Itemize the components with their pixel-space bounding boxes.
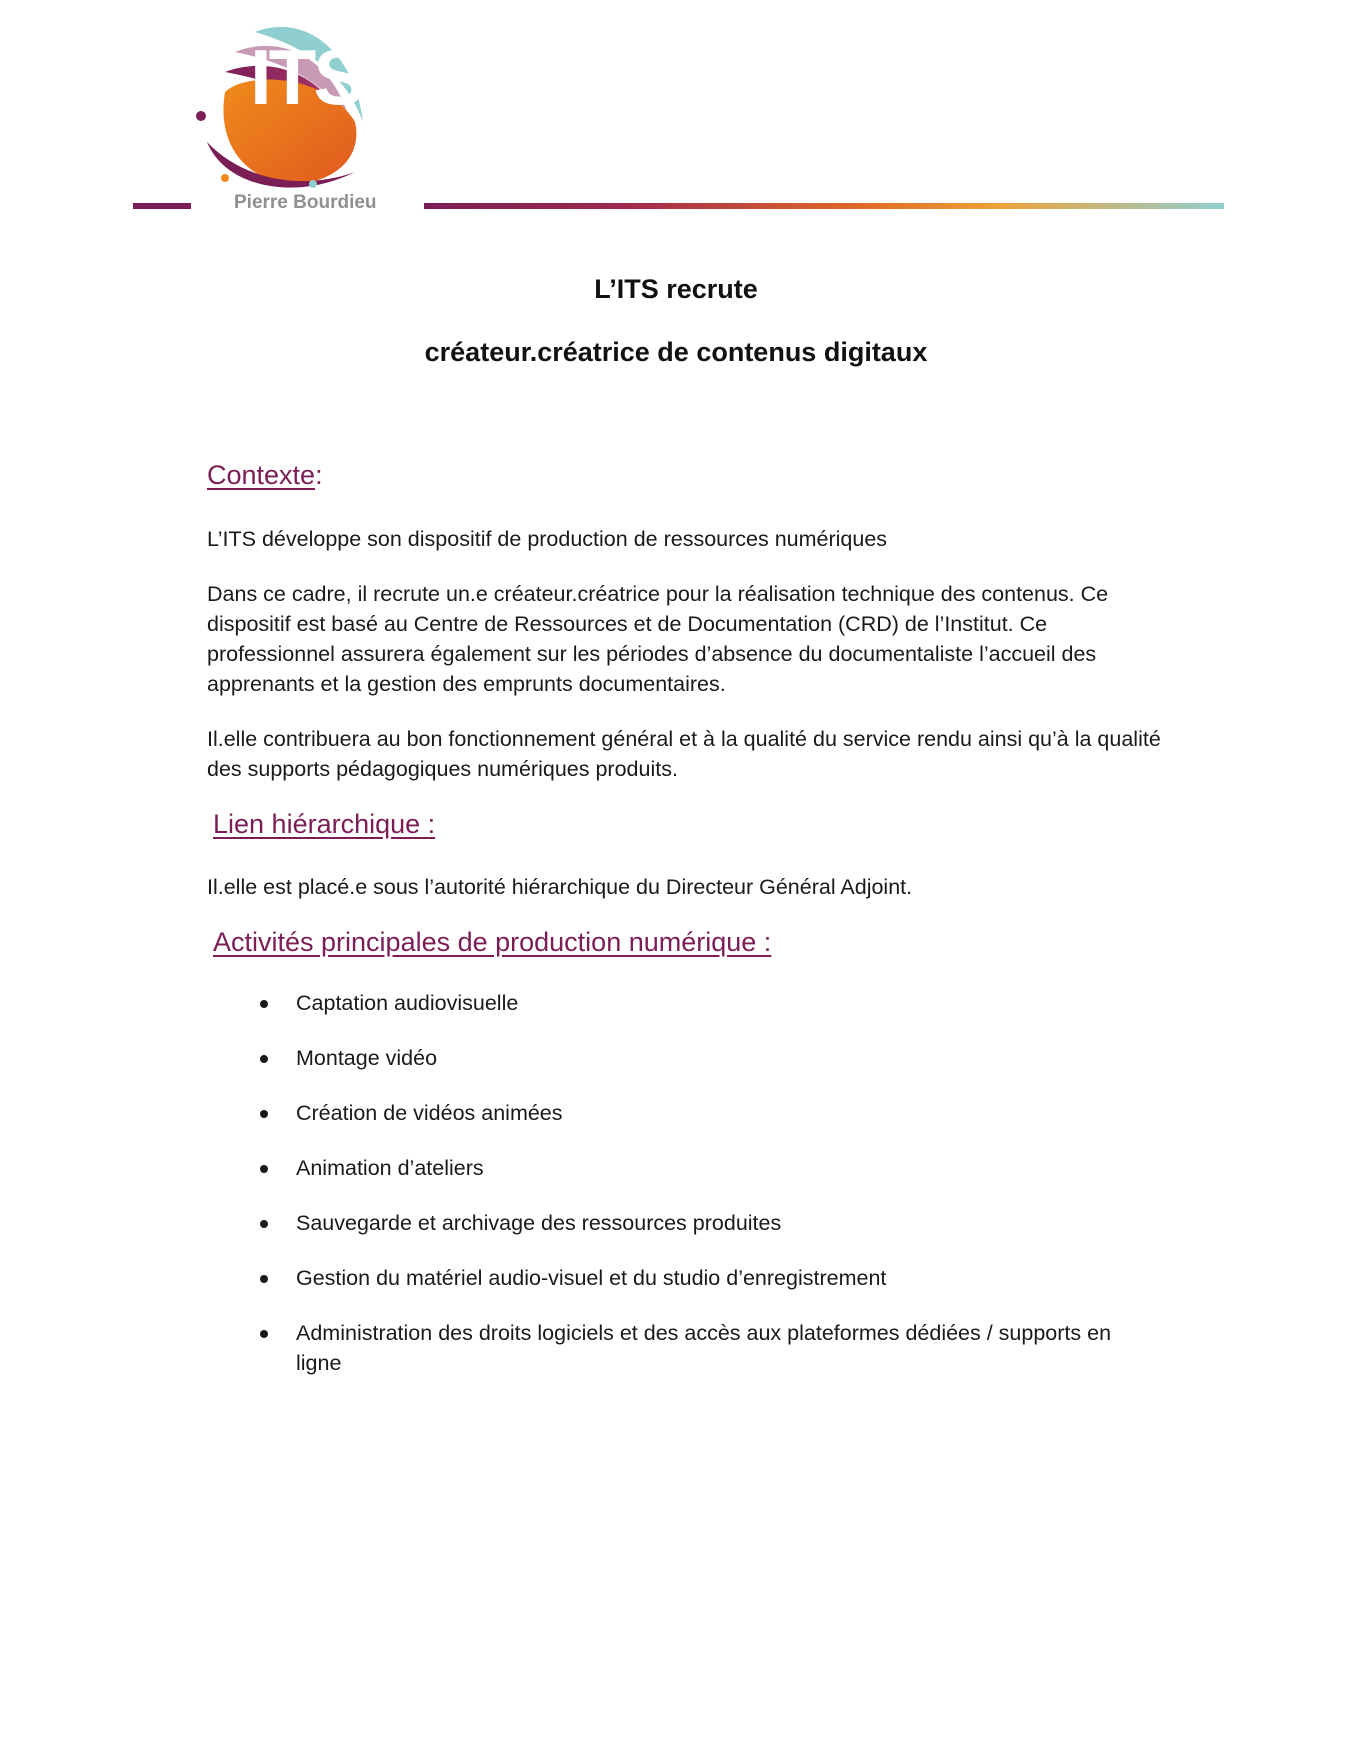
list-item bbox=[258, 988, 1158, 1018]
header-rule-left bbox=[133, 203, 191, 209]
contexte-paragraph-1: L’ITS développe son dispositif de production de ressources numériques bbox=[207, 527, 888, 551]
bullet-icon bbox=[260, 1055, 268, 1063]
list-item-text: Sauvegarde et archivage des ressources produites bbox=[296, 1211, 782, 1235]
bullet-icon bbox=[260, 1275, 268, 1283]
contexte-paragraph-2: Dans ce cadre, il recrute un.e créateur.créatrice pour la réalisation technique des contenus. Ce dispositif est basé au Centre de Ressources et de Documentation (CRD) de l’Institut. Ce professionnel assurera également sur les périodes d’absence du documentaliste l’accueil des apprenants et la gestion des emprunts documentaires. bbox=[207, 582, 1109, 696]
bullet-icon bbox=[260, 1165, 268, 1173]
list-item-text: Création de vidéos animées bbox=[296, 1101, 563, 1125]
section-heading-contexte bbox=[207, 459, 323, 491]
job-title: créateur.créatrice de contenus digitaux bbox=[424, 337, 928, 367]
header-rule-gradient bbox=[424, 203, 1224, 209]
list-item bbox=[258, 1318, 1158, 1378]
list-item bbox=[258, 1098, 1158, 1128]
logo-mark: ITS bbox=[250, 33, 363, 121]
page-title: L’ITS recrute bbox=[594, 274, 758, 304]
contexte-heading-text: Contexte bbox=[207, 460, 316, 490]
list-item-text: Captation audiovisuelle bbox=[296, 991, 519, 1015]
contexte-paragraph-3: Il.elle contribuera au bon fonctionnement général et à la qualité du service rendu ainsi qu’à la qualité des supports pédagogiques numériques produits. bbox=[207, 727, 1161, 781]
list-item bbox=[258, 1208, 1158, 1238]
activites-list bbox=[258, 988, 1158, 1403]
list-item-text: Animation d’ateliers bbox=[296, 1156, 484, 1180]
list-item bbox=[258, 1263, 1158, 1293]
list-item-text: Montage vidéo bbox=[296, 1046, 438, 1070]
bullet-icon bbox=[260, 1000, 268, 1008]
lien-paragraph: Il.elle est placé.e sous l’autorité hiérarchique du Directeur Général Adjoint. bbox=[207, 875, 913, 899]
list-item bbox=[258, 1153, 1158, 1183]
bullet-icon bbox=[260, 1330, 268, 1338]
logo-subtitle: Pierre Bourdieu bbox=[234, 192, 377, 213]
list-item-text: Gestion du matériel audio-visuel et du studio d’enregistrement bbox=[296, 1266, 887, 1290]
contexte-heading-colon: : bbox=[315, 460, 323, 490]
bullet-icon bbox=[260, 1220, 268, 1228]
list-item bbox=[258, 1043, 1158, 1073]
section-heading-activites: Activités principales de production numérique : bbox=[213, 927, 772, 957]
section-heading-lien: Lien hiérarchique : bbox=[213, 809, 436, 839]
bullet-icon bbox=[260, 1110, 268, 1118]
list-item-text: Administration des droits logiciels et des accès aux plateformes dédiées / supports en ligne bbox=[296, 1321, 1112, 1375]
